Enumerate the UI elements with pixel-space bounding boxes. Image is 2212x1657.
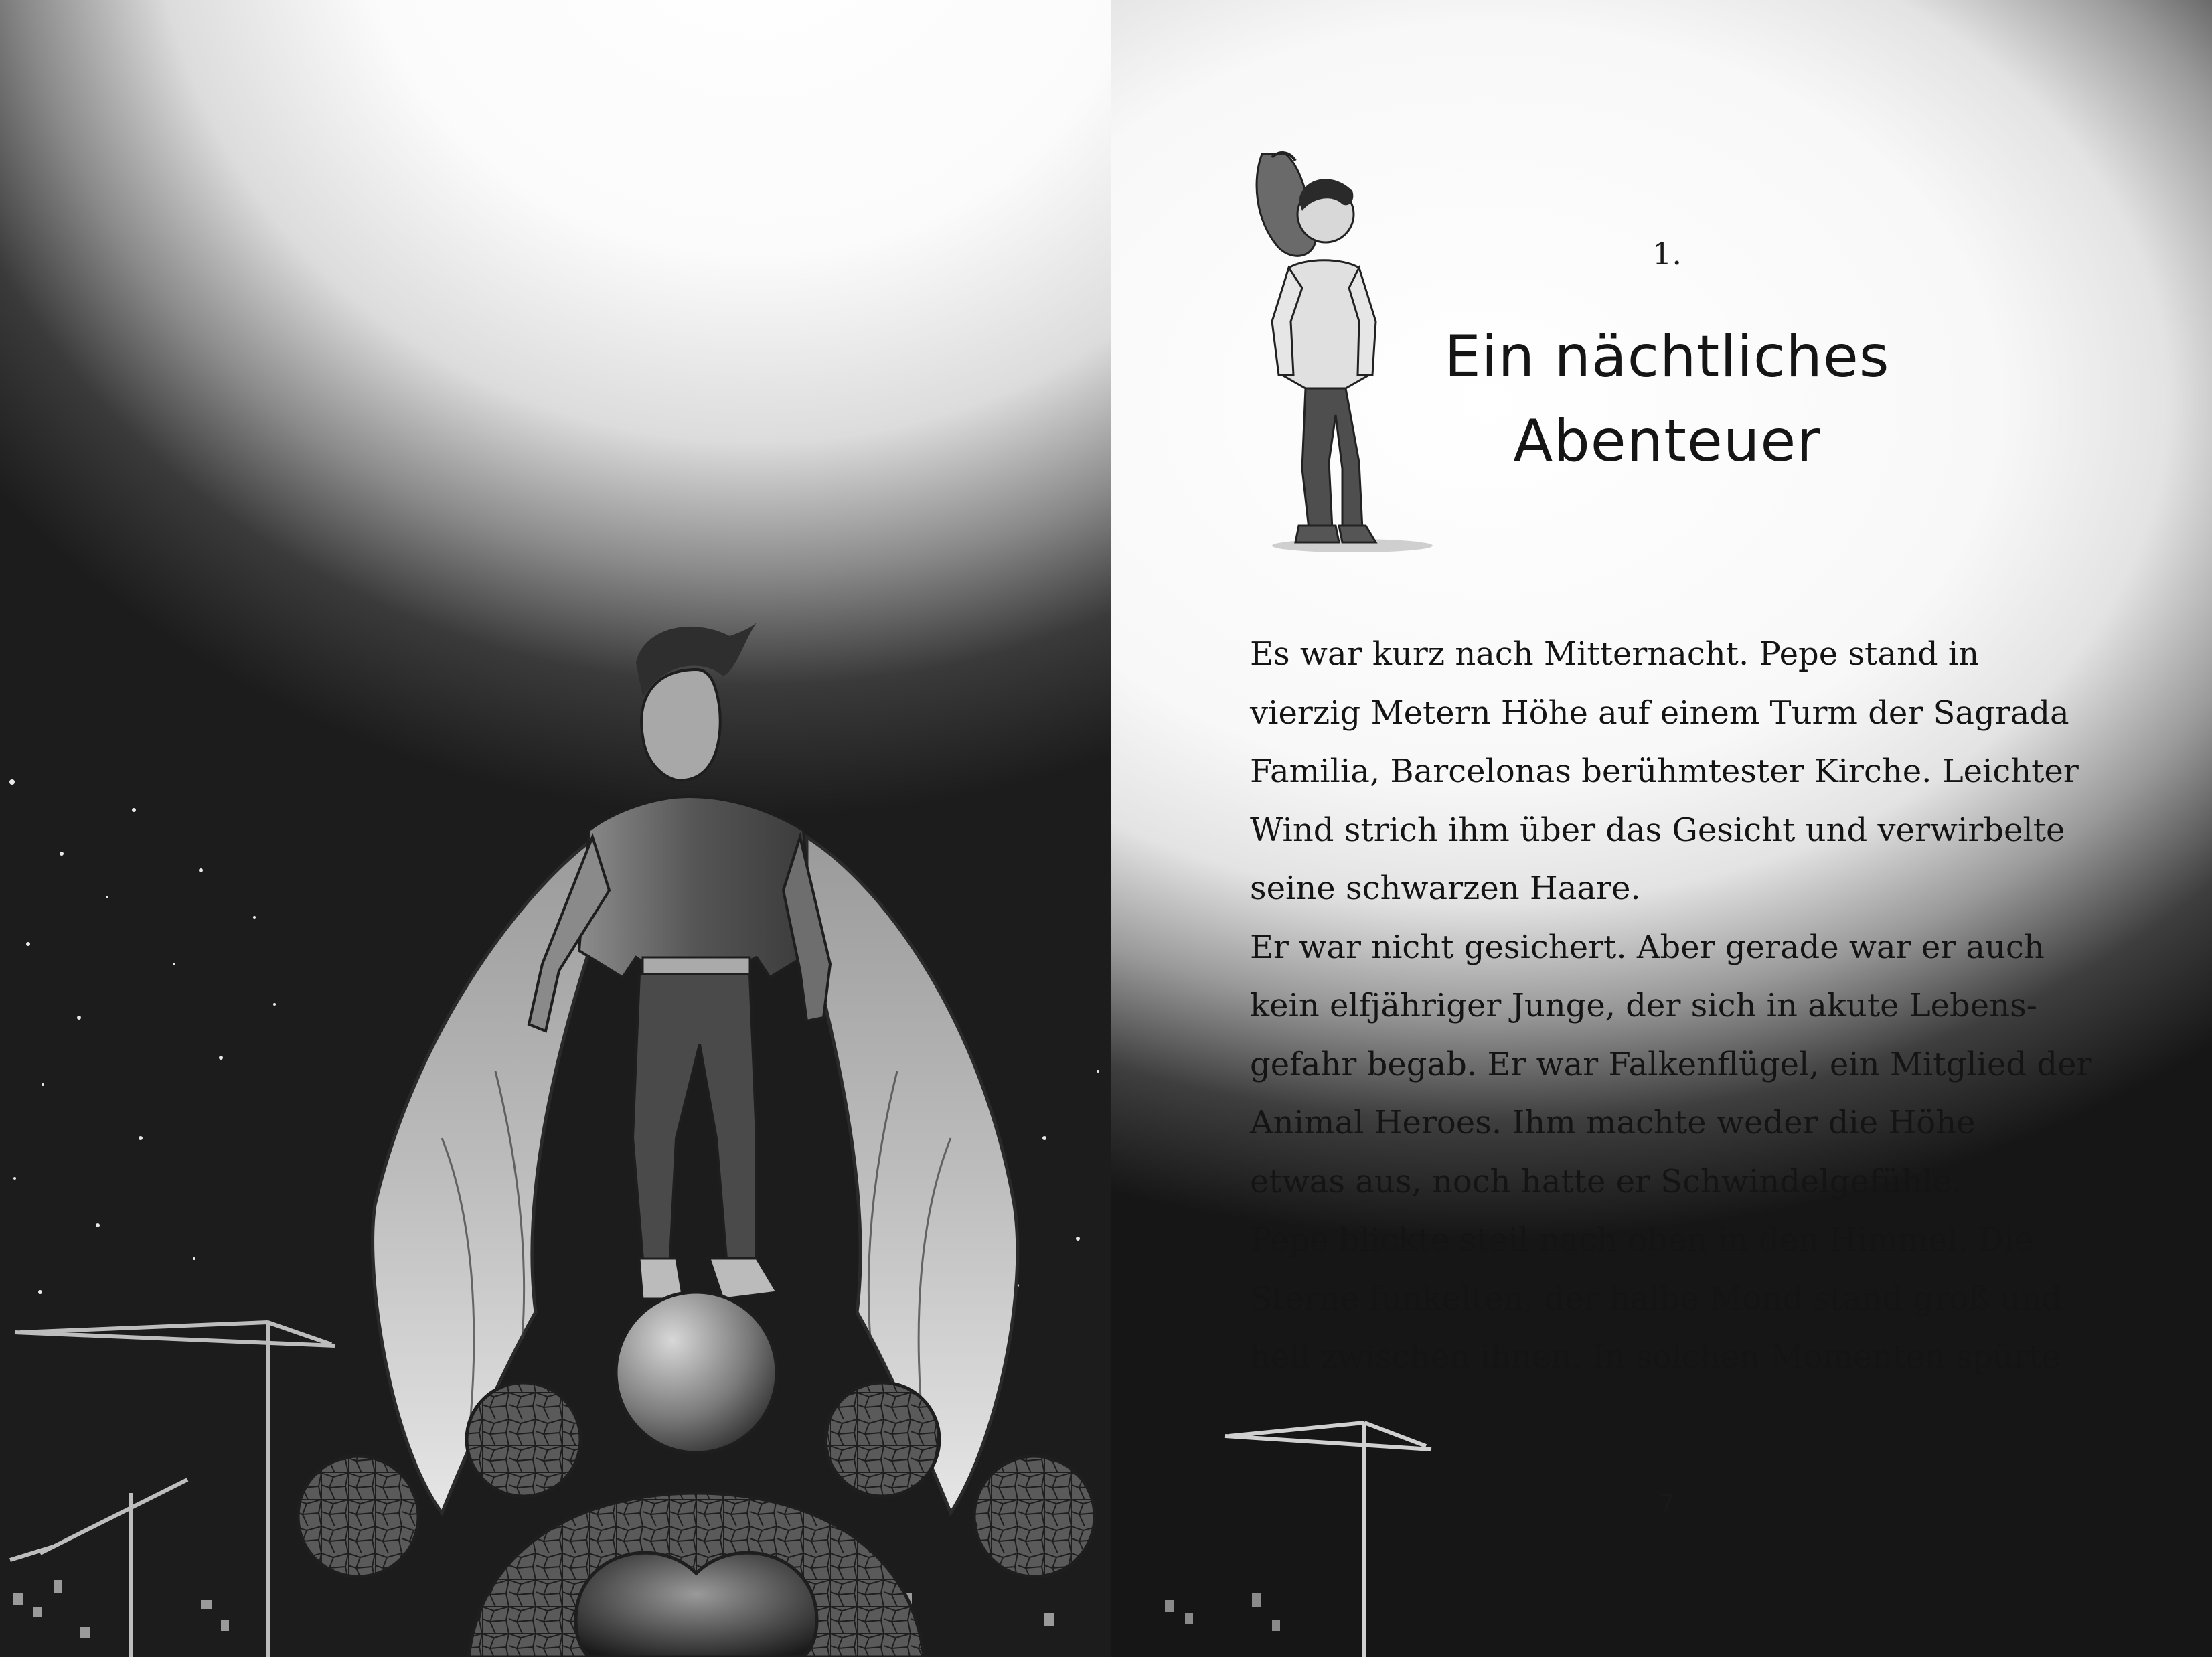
mosaic-sphere-right [825,1383,939,1496]
page-number: 7 [1660,1490,1674,1517]
text-line: seine schwarzen Haare. [1250,870,1641,907]
text-line: gefahr begab. Er war Falkenflügel, ein Mitglied der [1250,1045,2092,1083]
construction-crane [1225,1423,1431,1657]
text-line: vierzig Metern Höhe auf einem Turm der Sagrada [1250,694,2069,732]
mosaic-sphere-far-right [974,1456,1095,1577]
text-line: Sterne funkelten, der halbe Mond stand groß und [1250,1279,2063,1318]
text-line: etwas aus, noch hatte er Schwindelgefühle. [1250,1162,1962,1200]
chapter-number: 1. [1652,236,1682,272]
text-line: Pepe blickte steil nach oben in den Himmel. Die [1250,1221,2033,1259]
body-text [1250,625,2092,1387]
city-lights-right [1165,1593,1280,1631]
construction-cranes [10,1322,335,1657]
text-line: Es war kurz nach Mitternacht. Pepe stand in [1250,635,1980,673]
text-line: kein elfjähriger Junge, der sich in akute Lebens- [1250,987,2037,1024]
text-line: Wind strich ihm über das Gesicht und verwirbelte [1250,811,2065,849]
text-line: Er war nicht gesichert. Aber gerade war er auch [1250,928,2045,966]
text-line: Animal Heroes. Ihm machte weder die Höhe [1250,1104,1976,1141]
chapter-title-line: Abenteuer [1513,408,1821,475]
text-line: Familia, Barcelonas berühmtester Kirche. Leichter [1250,753,2079,790]
text-line: hell zwischen ihnen. In solchen Momenten spürte [1250,1338,2061,1376]
mosaic-sphere-left [467,1383,580,1496]
right-page-text [1111,0,2212,1657]
center-sphere [616,1292,777,1453]
chapter-title-line: Ein nächtliches [1444,323,1890,390]
mosaic-sphere-far-left [298,1456,418,1577]
chapter-title [1406,315,1928,483]
